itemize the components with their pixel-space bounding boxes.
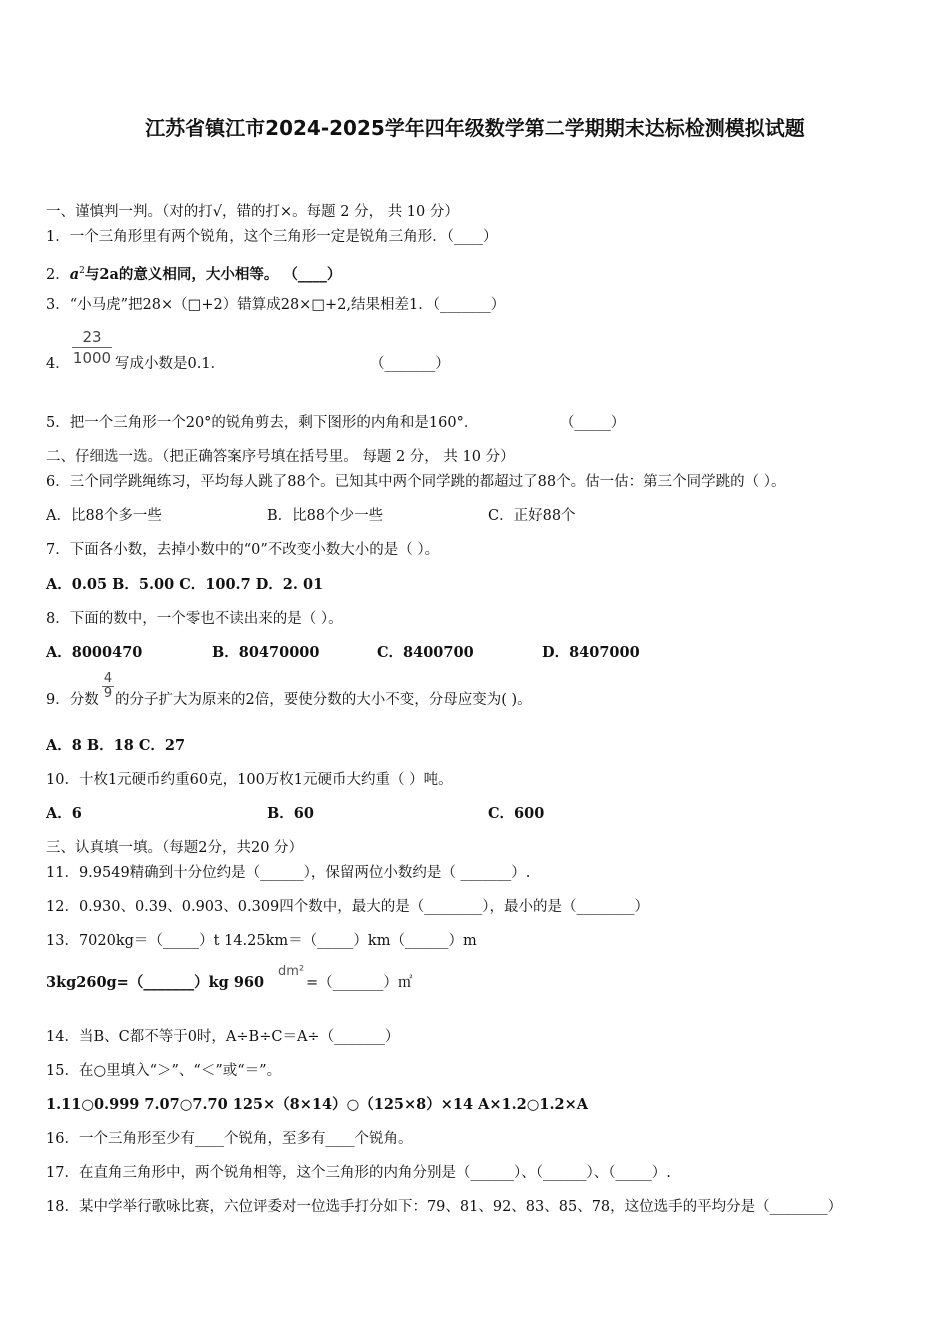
q10-option-c: C．600 — [488, 805, 545, 822]
q2-exponent: 2 — [79, 266, 85, 276]
question-5-blank: （_____） — [560, 415, 626, 431]
q8-option-c: C．8400700 — [377, 644, 474, 661]
question-11: 11．9.9549精确到十分位约是（______），保留两位小数约是（ _______）. — [46, 865, 531, 881]
q8-option-a: A．8000470 — [46, 644, 143, 661]
q9-denominator: 9 — [103, 686, 113, 701]
question-4-blank: （_______） — [370, 356, 450, 372]
question-2 — [46, 261, 341, 285]
q8-option-d: D．8407000 — [542, 644, 640, 661]
q9-fraction — [102, 672, 114, 701]
question-3: 3．“小马虎”把28×（□+2）错算成28×□+2,结果相差1．（_______） — [46, 297, 506, 313]
question-5: 5．把一个三角形一个20°的锐角剪去，剩下图形的内角和是160°． — [46, 415, 479, 431]
q13-dm-unit: dm² — [278, 964, 305, 979]
question-4-prefix: 4． — [46, 356, 70, 372]
section2-header: 二、仔细选一选。（把正确答案序号填在括号里。 每题 2 分， 共 10 分） — [46, 449, 515, 465]
q7-options: A．0.05 B．5.00 C．100.7 D．2. 01 — [46, 576, 324, 593]
q10-option-a: A．6 — [46, 805, 82, 822]
question-17: 17．在直角三角形中，两个锐角相等，这个三角形的内角分别是（______）、（______）、（_____）. — [46, 1165, 671, 1181]
question-15: 15．在○里填入“＞”、“＜”或“＝”。 — [46, 1063, 282, 1079]
question-8: 8．下面的数中，一个零也不读出来的是（ ）。 — [46, 611, 343, 627]
q9-numerator: 4 — [103, 671, 113, 686]
question-16: 16．一个三角形至少有____个锐角，至多有____个锐角。 — [46, 1131, 413, 1147]
question-7: 7．下面各小数，去掉小数中的“0”不改变小数大小的是（ ）。 — [46, 542, 440, 558]
question-9-prefix: 9．分数 — [46, 692, 99, 708]
q15-items: 1.11○0.999 7.07○7.70 125×（8×14）○（125×8）×14 A×1.2○1.2×A — [46, 1096, 589, 1113]
question-12: 12．0.930、0.39、0.903、0.309四个数中，最大的是（________），最小的是（________） — [46, 899, 650, 915]
question-18: 18．某中学举行歌咏比赛，六位评委对一位选手打分如下：79、81、92、83、85、78，这位选手的平均分是（________） — [46, 1199, 843, 1215]
q10-option-b: B．60 — [267, 805, 314, 822]
question-13b-left: 3kg260g=（_______）kg 960 — [46, 974, 265, 991]
q2-prefix: 2． — [46, 266, 70, 283]
question-13b-right: =（_______）㎡ — [306, 975, 413, 991]
q6-option-b: B．比88个少一些 — [267, 508, 384, 524]
question-13a: 13．7020kg＝（_____）t 14.25km＝（_____）km（______）m — [46, 933, 477, 949]
question-4-text: 写成小数是0.1． — [115, 356, 226, 372]
question-1: 1．一个三角形里有两个锐角，这个三角形一定是锐角三角形．（____） — [46, 229, 498, 245]
q2-text: 与2a的意义相同，大小相等。 （____） — [84, 265, 342, 283]
q6-option-c: C．正好88个 — [488, 508, 576, 524]
q4-denominator: 1000 — [72, 349, 112, 367]
question-10: 10．十枚1元硬币约重60克，100万枚1元硬币大约重（ ）吨。 — [46, 772, 453, 788]
section1-header: 一、谨慎判一判。（对的打√，错的打×。每题 2 分， 共 10 分） — [46, 204, 459, 220]
exam-title: 江苏省镇江市2024-2025学年四年级数学第二学期期末达标检测模拟试题 — [145, 116, 805, 140]
fraction-bar — [72, 347, 112, 348]
q9-options: A．8 B．18 C．27 — [46, 737, 186, 754]
question-14: 14．当B、C都不等于0时，A÷B÷C＝A÷（_______） — [46, 1029, 400, 1045]
q4-numerator: 23 — [82, 328, 102, 346]
question-6: 6．三个同学跳绳练习，平均每人跳了88个。已知其中两个同学跳的都超过了88个。估一估：第三个同学跳的（ ）。 — [46, 474, 786, 490]
q8-option-b: B．80470000 — [212, 644, 320, 661]
q4-fraction — [72, 328, 112, 367]
q6-option-a: A．比88个多一些 — [46, 508, 162, 524]
section3-header: 三、认真填一填。（每题2分，共20 分） — [46, 840, 304, 856]
question-9-text: 的分子扩大为原来的2倍，要使分数的大小不变，分母应变为( )。 — [115, 692, 532, 708]
q2-var: a — [69, 265, 80, 283]
